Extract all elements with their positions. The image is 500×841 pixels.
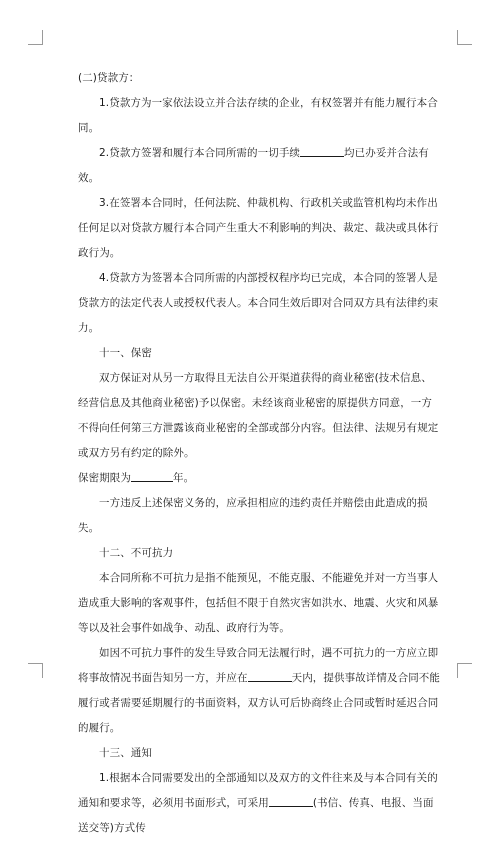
- section-13-paragraph-1-text-b: (书信、传真、电报、当面送交等)方式传: [78, 797, 434, 834]
- section-12-heading: 十二、不可抗力: [99, 547, 174, 559]
- section-13-paragraph-1: [78, 766, 442, 841]
- crop-mark-bottom-right: [457, 663, 472, 678]
- blank-field[interactable]: [300, 144, 344, 157]
- blank-field[interactable]: [248, 669, 292, 682]
- confidentiality-period: [78, 466, 442, 491]
- section-11-heading: 十一、保密: [99, 347, 152, 359]
- blank-field[interactable]: [131, 469, 173, 482]
- lender-clause-2-text-a: 2.贷款方签署和履行本合同所需的一切手续: [99, 147, 301, 159]
- lender-clause-2: [78, 141, 442, 191]
- lender-clause-2-text-b: 均已办妥并合法有效。: [78, 147, 429, 184]
- section-13-paragraph-1-text-a: 1.根据本合同需要发出的全部通知以及双方的文件往来及与本合同有关的通知和要求等，必须用书面形式，可采用: [78, 772, 438, 809]
- crop-mark-top-left: [28, 30, 43, 45]
- section-12-paragraph-2-text-b: 天内，提供事故详情及合同不能履行或者需要延期履行的书面资料，双方认可后协商终止合同或暂时延迟合同的履行。: [78, 672, 441, 734]
- section-11-paragraph-2: 一方违反上述保密义务的，应承担相应的违约责任并赔偿由此造成的损失。: [78, 497, 428, 534]
- section-12-paragraph-2: [78, 641, 442, 741]
- crop-mark-bottom-left: [28, 663, 43, 678]
- lender-clause-3: 3.在签署本合同时，任何法院、仲裁机构、行政机关或监管机构均未作出任何足以对贷款方履行本合同产生重大不利影响的判决、裁定、裁决或具体行政行为。: [78, 197, 439, 259]
- lender-heading: (二)贷款方：: [78, 72, 140, 84]
- crop-mark-top-right: [457, 30, 472, 45]
- blank-field[interactable]: [269, 794, 313, 807]
- document-body: [78, 66, 442, 841]
- section-11-paragraph-1: 双方保证对从另一方取得且无法自公开渠道获得的商业秘密(技术信息、经营信息及其他商业秘密)予以保密。未经该商业秘密的原提供方同意，一方不得向任何第三方泄露该商业秘密的全部或部分内容。但法律、法规另有规定或双方另有约定的除外。: [78, 372, 439, 459]
- section-13-heading: 十三、通知: [99, 747, 152, 759]
- lender-clause-1: 1.贷款方为一家依法设立并合法存续的企业，有权签署并有能力履行本合同。: [78, 97, 438, 134]
- section-12-paragraph-1: 本合同所称不可抗力是指不能预见，不能克服、不能避免并对一方当事人造成重大影响的客观事件，包括但不限于自然灾害如洪水、地震、火灾和风暴等以及社会事件如战争、动乱、政府行为等。: [78, 572, 439, 634]
- confidentiality-period-text-b: 年。: [173, 472, 195, 484]
- confidentiality-period-text-a: 保密期限为: [78, 472, 131, 484]
- lender-clause-4: 4.贷款方为签署本合同所需的内部授权程序均已完成，本合同的签署人是贷款方的法定代表人或授权代表人。本合同生效后即对合同双方具有法律约束力。: [78, 272, 439, 334]
- section-12-paragraph-2-text-a: 如因不可抗力事件的发生导致合同无法履行时，遇不可抗力的一方应立即将事故情况书面告知另一方，并应在: [78, 647, 439, 684]
